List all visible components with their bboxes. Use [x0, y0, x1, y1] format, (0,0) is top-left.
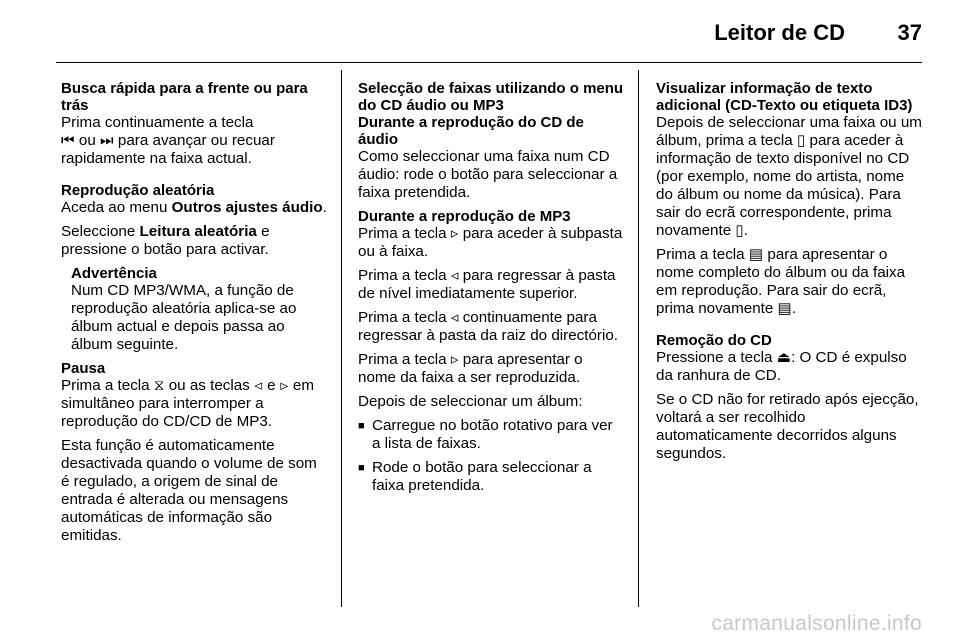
paragraph: Depois de seleccionar uma faixa ou um álbum, prima a tecla ▯ para aceder à informação de texto disponível no CD (por exemplo, nome do artista, nome do álbum ou nome da música). Para sair do ecrã correspondente, prima novamente ▯. [656, 114, 922, 239]
subsection-title-audio-cd: Durante a reprodução do CD de áudio [358, 114, 584, 148]
header-divider [56, 62, 922, 63]
paragraph: Como seleccionar uma faixa num CD áudio: rode o botão para seleccionar a faixa pretendida. [358, 148, 618, 201]
bullet-list [358, 417, 624, 495]
page-title: Leitor de CD [714, 20, 845, 45]
paragraph: Depois de seleccionar um álbum: [358, 393, 583, 410]
section-title-track-selection: Selecção de faixas utilizando o menu do CD áudio ou MP3 [358, 80, 624, 114]
paragraph: Aceda ao menu Outros ajustes áudio. [61, 199, 327, 216]
paragraph: ⏮ ou ⏭ para avançar ou recuar rapidamente na faixa actual. [61, 132, 275, 167]
paragraph: Prima a tecla ◃ para regressar à pasta de nível imediatamente superior. [358, 267, 616, 302]
paragraph: Prima a tecla ▤ para apresentar o nome completo do álbum ou da faixa em reprodução. Para sair do ecrã, prima novamente ▤. [656, 246, 906, 317]
paragraph: Seleccione Leitura aleatória e pressione o botão para activar. [61, 223, 270, 258]
watermark: carmanualsonline.info [711, 612, 922, 635]
column-left [61, 80, 327, 551]
section-title-pause: Pausa [61, 360, 106, 377]
list-item: ■ Carregue no botão rotativo para ver a lista de faixas. [358, 417, 624, 453]
page-number: 37 [897, 20, 922, 45]
section-title-text-info: Visualizar informação de texto adicional (CD-Texto ou etiqueta ID3) [656, 80, 913, 114]
paragraph: Prima a tecla ⧖ ou as teclas ⊲ e ⊳ em simultâneo para interromper a reprodução do CD/CD de MP3. [61, 377, 314, 430]
note-title: Advertência [71, 265, 157, 282]
section-title-random: Reprodução aleatória [61, 182, 215, 199]
column-divider [638, 70, 639, 607]
paragraph: Pressione a tecla ⏏: O CD é expulso da ranhura de CD. [656, 349, 907, 384]
paragraph: Prima a tecla ▹ para apresentar o nome da faixa a ser reproduzida. [358, 351, 583, 386]
column-right [656, 80, 922, 469]
note-text: Num CD MP3/WMA, a função de reprodução aleatória aplica-se ao álbum actual e depois passa ao álbum seguinte. [71, 282, 297, 353]
column-divider [341, 70, 342, 607]
note-box [71, 265, 327, 354]
section-title-cd-removal: Remoção do CD [656, 332, 772, 349]
paragraph: Prima continuamente a tecla [61, 114, 254, 131]
paragraph: Prima a tecla ▹ para aceder à subpasta ou à faixa. [358, 225, 623, 260]
subsection-title-mp3: Durante a reprodução de MP3 [358, 208, 571, 225]
option-name: Leitura aleatória [139, 223, 257, 240]
list-item: ■ Rode o botão para seleccionar a faixa pretendida. [358, 459, 624, 495]
section-title-fast-search: Busca rápida para a frente ou para trás [61, 80, 308, 114]
paragraph: Se o CD não for retirado após ejecção, voltará a ser recolhido automaticamente decorridos alguns segundos. [656, 391, 919, 462]
paragraph: Esta função é automaticamente desactivada quando o volume de som é regulado, a origem de sinal de entrada é alterada ou mensagens automáticas de informação são emitidas. [61, 437, 317, 544]
menu-name: Outros ajustes áudio [171, 199, 323, 216]
column-middle [358, 80, 624, 501]
paragraph: Prima a tecla ◃ continuamente para regressar à pasta da raiz do directório. [358, 309, 619, 344]
